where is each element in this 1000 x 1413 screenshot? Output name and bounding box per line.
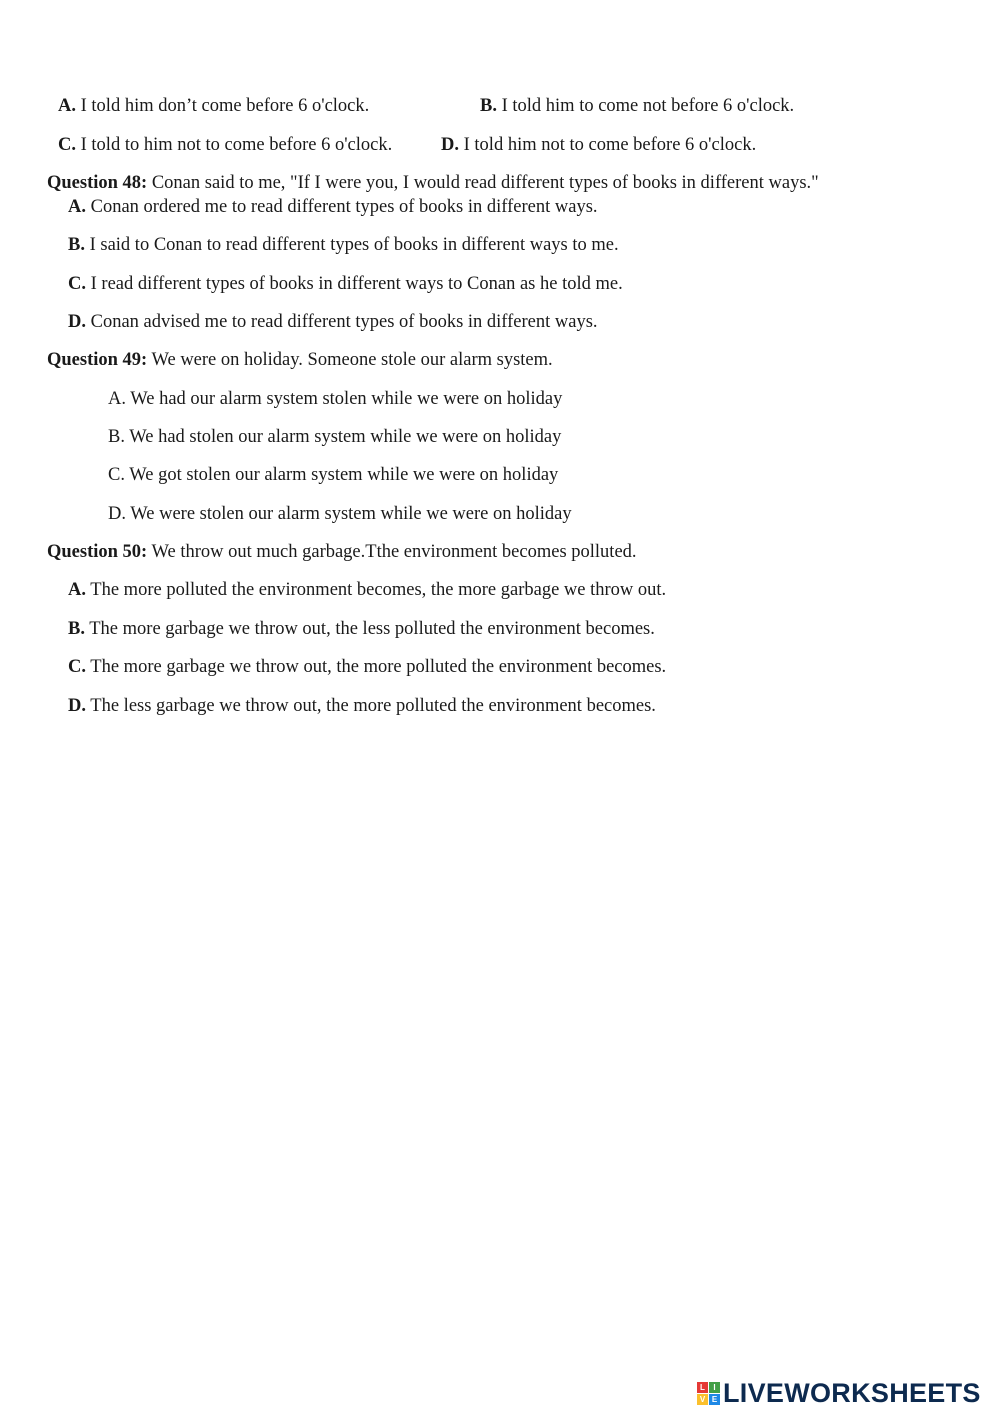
q50-label: Question 50: [47, 542, 148, 562]
q48-option-d[interactable] [68, 311, 598, 333]
q47-option-d[interactable] [441, 134, 756, 156]
q48-option-d-text: Conan advised me to read different types of books in different ways. [86, 312, 598, 332]
q48-option-c-letter: C. [68, 274, 86, 294]
q48-prompt [47, 172, 819, 194]
q48-option-a-text: Conan ordered me to read different types of books in different ways. [86, 197, 598, 217]
q50-option-b[interactable] [68, 618, 655, 640]
q47-option-b-letter: B. [480, 96, 497, 116]
q48-option-b-letter: B. [68, 235, 85, 255]
q49-option-c[interactable]: C. We got stolen our alarm system while we were on holiday [108, 465, 559, 485]
logo-letter-v: V [697, 1394, 708, 1405]
q50-option-a[interactable] [68, 579, 666, 601]
q48-option-d-letter: D. [68, 312, 86, 332]
q47-option-c[interactable] [58, 134, 392, 156]
liveworksheets-brand [697, 1376, 981, 1410]
q48-option-a-letter: A. [68, 197, 86, 217]
q50-option-d-letter: D. [68, 696, 86, 716]
q50-option-d-text: The less garbage we throw out, the more polluted the environment becomes. [86, 696, 656, 716]
q48-option-c[interactable] [68, 273, 623, 295]
q49-option-a[interactable]: A. We had our alarm system stolen while we were on holiday [108, 389, 563, 409]
q47-option-a[interactable] [58, 95, 369, 117]
q50-prompt-text: We throw out much garbage.Tthe environment becomes polluted. [147, 542, 637, 562]
q50-option-a-letter: A. [68, 580, 86, 600]
q50-option-c-letter: C. [68, 657, 86, 677]
q50-option-c-text: The more garbage we throw out, the more polluted the environment becomes. [86, 657, 667, 677]
q49-label: Question 49: [47, 350, 148, 370]
logo-letter-e: E [709, 1394, 720, 1405]
q47-option-b-text: I told him to come not before 6 o'clock. [496, 96, 795, 116]
q50-option-d[interactable] [68, 695, 656, 717]
q49-option-d[interactable]: D. We were stolen our alarm system while we were on holiday [108, 504, 572, 524]
q50-option-a-text: The more polluted the environment becomes, the more garbage we throw out. [86, 580, 667, 600]
q50-prompt [47, 541, 637, 563]
q50-option-b-letter: B. [68, 619, 85, 639]
q47-option-d-letter: D. [441, 135, 459, 155]
liveworksheets-wordmark: LIVEWORKSHEETS [723, 1377, 981, 1408]
liveworksheets-logo-icon [697, 1382, 720, 1405]
q48-option-c-text: I read different types of books in different ways to Conan as he told me. [86, 274, 623, 294]
q48-prompt-text: Conan said to me, "If I were you, I would read different types of books in different ways." [147, 173, 819, 193]
q47-option-d-text: I told him not to come before 6 o'clock. [459, 135, 757, 155]
q48-option-b-text: I said to Conan to read different types of books in different ways to me. [84, 235, 619, 255]
q47-option-c-text: I told to him not to come before 6 o'clock. [76, 135, 393, 155]
q48-option-a[interactable] [68, 196, 598, 218]
q47-option-a-text: I told him don’t come before 6 o'clock. [76, 96, 370, 116]
logo-letter-l: L [697, 1382, 708, 1393]
q49-prompt [47, 349, 553, 371]
q49-prompt-text: We were on holiday. Someone stole our alarm system. [147, 350, 553, 370]
q47-option-c-letter: C. [58, 135, 76, 155]
q47-option-a-letter: A. [58, 96, 76, 116]
logo-letter-i: I [709, 1382, 720, 1393]
q47-option-b[interactable] [480, 95, 794, 117]
q48-label: Question 48: [47, 173, 148, 193]
q49-option-b[interactable]: B. We had stolen our alarm system while we were on holiday [108, 427, 562, 447]
q50-option-b-text: The more garbage we throw out, the less polluted the environment becomes. [84, 619, 655, 639]
q50-option-c[interactable] [68, 656, 666, 678]
q48-option-b[interactable] [68, 234, 619, 256]
